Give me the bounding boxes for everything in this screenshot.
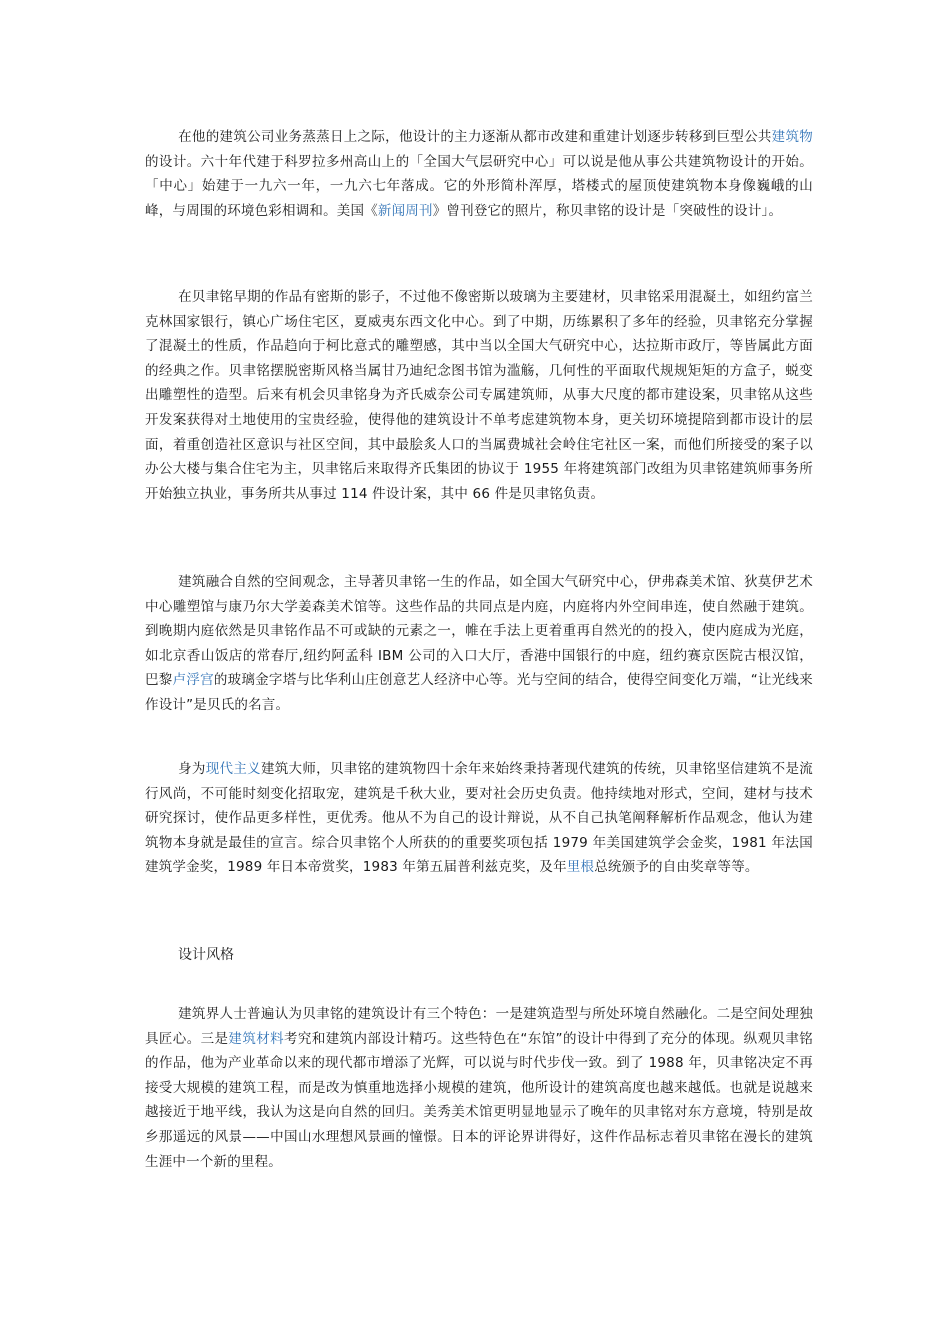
paragraph-3: 建筑融合自然的空间观念，主导著贝聿铭一生的作品，如全国大气研究中心，伊弗森美术馆、狄莫伊艺术中心雕塑馆与康乃尔大学姜森美术馆等。这些作品的共同点是内庭，内庭将内外空间串连，使自然融于建筑。到晚期内庭依然是贝聿铭作品不可或缺的元素之一，帷在手法上更着重再自然光的的投入，使内庭成为光庭，如北京香山饭店的常春厅,纽约阿孟科 IBM 公司的入口大厅，香港中国银行的中庭，纽约赛京医院古根汉馆，巴黎卢浮宫的玻璃金字塔与比华利山庄创意艺人经济中心等。光与空间的结合，使得空间变化万端，“让光线来作设计”是贝氏的名言。: [145, 574, 814, 713]
link-newsweek[interactable]: 新闻周刊: [377, 202, 433, 219]
paragraph-5: 建筑界人士普遍认为贝聿铭的建筑设计有三个特色：一是建筑造型与所处环境自然融化。二是空间处理独具匠心。三是建筑材料考究和建筑内部设计精巧。这些特色在“东馆”的设计中得到了充分的体现。纵观贝聿铭的作品，他为产业革命以来的现代都市增添了光辉，可以说与时代步伐一致。到了 1988 年，贝聿铭决定不再接受大规模的建筑工程，而是改为慎重地选择小规模的建筑，他所设计的建筑高度也越来越低。也就是说越来越接近于地平线，我认为这是向自然的回归。美秀美术馆更明显地显示了晚年的贝聿铭对东方意境，特别是故乡那遥远的风景——中国山水理想风景画的憧憬。日本的评论界讲得好，这件作品标志着贝聿铭在漫长的建筑生涯中一个新的里程。: [145, 1006, 813, 1170]
link-louvre[interactable]: 卢浮宫: [172, 672, 214, 689]
section-heading: 设计风格: [178, 947, 234, 963]
link-building[interactable]: 建筑物: [771, 129, 813, 145]
link-reagan[interactable]: 里根: [566, 859, 595, 876]
link-building-materials[interactable]: 建筑材料: [228, 1030, 285, 1047]
paragraph-2: 在贝聿铭早期的作品有密斯的影子，不过他不像密斯以玻璃为主要建材，贝聿铭采用混凝土，如纽约富兰克林国家银行，镇心广场住宅区，夏威夷东西文化中心。到了中期，历练累积了多年的经验，贝聿铭充分掌握了混凝土的性质，作品趋向于柯比意式的雕塑感，其中当以全国大气研究中心，达拉斯市政厅，等皆属此方面的经典之作。贝聿铭摆脱密斯风格当属甘乃迪纪念图书馆为滥觞，几何性的平面取代规规矩矩的方盒子，蜕变出雕塑性的造型。后来有机会贝聿铭身为齐氏威奈公司专属建筑师，从事大尺度的都市建设案，贝聿铭从这些开发案获得对土地使用的宝贵经验，使得他的建筑设计不单考虑建筑物本身，更关切环境提陪到都市设计的层面，着重创造社区意识与社区空间，其中最脍炙人口的当属费城社会岭住宅社区一案，而他们所接受的案子以办公大楼与集合住宅为主，贝聿铭后来取得齐氏集团的协议于 1955 年将建筑部门改组为贝聿铭建筑师事务所开始独立执业，事务所共从事过 114 件设计案，其中 66 件是贝聿铭负责。: [145, 289, 813, 502]
link-modernism[interactable]: 现代主义: [205, 761, 261, 777]
paragraph-1: 在他的建筑公司业务蒸蒸日上之际，他设计的主力逐渐从都市改建和重建计划逐步转移到巨型公共建筑物的设计。六十年代建于科罗拉多州高山上的「全国大气层研究中心」可以说是他从事公共建筑物设计的开始。「中心」始建于一九六一年，一九六七年落成。它的外形简朴浑厚，塔楼式的屋顶使建筑物本身像巍峨的山峰，与周围的环境色彩相调和。美国《新闻周刊》曾刊登它的照片，称贝聿铭的设计是「突破性的设计」。: [145, 129, 813, 219]
paragraph-4: 身为现代主义建筑大师，贝聿铭的建筑物四十余年来始终秉持著现代建筑的传统，贝聿铭坚信建筑不是流行风尚，不可能时刻变化招取宠，建筑是千秋大业，要对社会历史负责。他持续地对形式，空间，建材与技术研究探讨，使作品更多样性，更优秀。他从不为自己的设计辩说，从不自己执笔阐释解析作品观念，他认为建筑物本身就是最佳的宣言。综合贝聿铭个人所获的的重要奖项包括 1979 年美国建筑学会金奖，1981 年法国建筑学金奖，1989 年日本帝赏奖，1983 年第五届普利兹克奖，及年里根总统颁予的自由奖章等等。: [145, 761, 813, 876]
